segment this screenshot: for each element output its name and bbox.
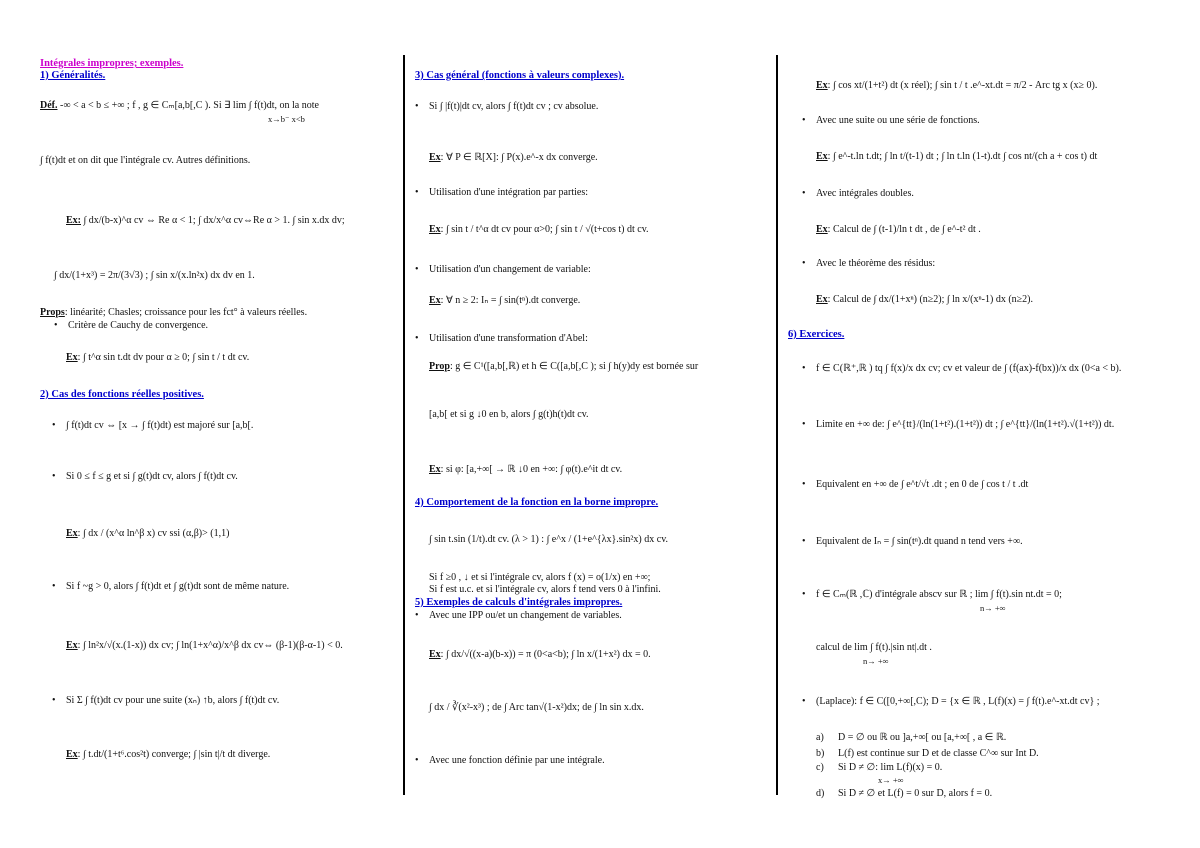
e7-text: (Laplace): f ∈ C([0,+∞[,C); D = {x ∈ ℝ , L(f)(x) = ∫ f(t).e^-xt.dt cv} ; — [816, 696, 1100, 707]
b2-text: Si 0 ≤ f ≤ g et si ∫ g(t)dt cv, alors ∫ f(t)dt cv. — [66, 471, 238, 482]
behavior-line-2: Si f ≥0 , ↓ et si l'intégrale cv, alors f (x) = o(1/x) en +∞; — [429, 572, 651, 583]
bullet: • — [415, 187, 419, 198]
c10-text: Avec une fonction définie par une intégrale. — [429, 755, 605, 766]
def-label: Déf. — [40, 100, 58, 111]
ex14-text: : Calcul de ∫ dx/(1+xⁿ) (n≥2); ∫ ln x/(xⁿ-1) dx (n≥2). — [827, 294, 1033, 305]
example-4 — [66, 640, 343, 652]
ex13-label: Ex — [816, 224, 828, 235]
example-8 — [429, 295, 580, 307]
calc-bullet-4 — [802, 188, 914, 200]
ex12-text: : ∫ e^-t.ln t.dt; ∫ ln t/(t-1) dt ; ∫ ln t.ln (1-t).dt ∫ cos nt/(ch a + cos t) dt — [827, 151, 1098, 162]
general-bullet-1 — [415, 101, 599, 113]
c1-text: Si ∫ |f(t)|dt cv, alors ∫ f(t)dt cv ; cv absolue. — [429, 101, 599, 112]
positive-bullet-2 — [52, 471, 238, 483]
ex6-label: Ex — [429, 152, 441, 163]
bullet: • — [52, 581, 56, 592]
props-text: : linéarité; Chasles; croissance pour les fct° à valeurs réelles. — [64, 307, 308, 318]
example-5 — [66, 749, 270, 761]
general-bullet-3 — [415, 264, 591, 276]
calc-bullet-3 — [802, 115, 980, 127]
prop-label: Prop — [429, 361, 450, 372]
ex8-text: : ∀ n ≥ 2: Iₙ = ∫ sin(tⁿ).dt converge. — [440, 295, 581, 306]
cauchy-text: Critère de Cauchy de convergence. — [68, 320, 209, 331]
exercise-5-limit-subscript: n→ +∞ — [980, 603, 1006, 613]
example-6 — [429, 152, 598, 164]
c4-text: Utilisation d'une transformation d'Abel: — [429, 333, 588, 344]
section-heading-4: 4) Comportement de la fonction en la borne impropre. — [415, 497, 659, 508]
column-3 — [788, 52, 1160, 802]
props-line — [40, 307, 307, 319]
bullet: • — [415, 755, 419, 766]
ld-text: Si D ≠ ∅ et L(f) = 0 sur D, alors f = 0. — [838, 788, 993, 799]
def-limit-subscript: x→b⁻ x<b — [268, 114, 305, 124]
example-1 — [66, 215, 345, 227]
document-title: Intégrales impropres; exemples. — [40, 58, 184, 69]
ex10-label: Ex — [429, 649, 441, 660]
e3-text: Equivalent en +∞ de ∫ e^t/√t .dt ; en 0 de ∫ cos t / t .dt — [816, 479, 1029, 490]
laplace-b — [816, 748, 1039, 760]
positive-bullet-4 — [52, 695, 280, 707]
exercise-5b-limit-subscript: n→ +∞ — [863, 656, 889, 666]
ex4-text: : ∫ ln²x/√(x.(1-x)) dx cv; ∫ ln(1+x^α)/x^β dx cv⇔ (β-1)(β-α-1) < 0. — [77, 640, 343, 651]
la-text: D = ∅ ou ℝ ou ]a,+∞[ ou [a,+∞[ , a ∈ ℝ. — [838, 732, 1007, 743]
bullet: • — [54, 320, 58, 331]
ex7-label: Ex — [429, 224, 441, 235]
section-heading-5: 5) Exemples de calculs d'intégrales impropres. — [415, 597, 623, 608]
laplace-d — [816, 788, 993, 800]
props-label: Props — [40, 307, 65, 318]
abel-prop-2: [a,b[ et si g ↓0 en b, alors ∫ g(t)h(t)dt cv. — [429, 409, 589, 420]
ld-label: d) — [816, 788, 825, 799]
example-1b: ∫ dx/(1+x³) = 2π/(3√3) ; ∫ sin x/(x.ln²x) dx dv en 1. — [54, 270, 255, 281]
bullet: • — [802, 419, 806, 430]
bullet: • — [802, 479, 806, 490]
example-13 — [816, 224, 981, 236]
column-divider-right — [776, 55, 778, 795]
ex3-label: Ex — [66, 528, 78, 539]
e4-text: Equivalent de Iₙ = ∫ sin(tⁿ).dt quand n tend vers +∞. — [816, 536, 1023, 547]
ex7-text: : ∫ sin t / t^α dt cv pour α>0; ∫ sin t / √(t+cos t) dt cv. — [440, 224, 649, 235]
lc-label: c) — [816, 762, 824, 773]
example-7 — [429, 224, 649, 236]
ex11-label: Ex — [816, 80, 828, 91]
ex13-text: : Calcul de ∫ (t-1)/ln t dt , de ∫ e^-t² dt . — [827, 224, 981, 235]
example-11 — [816, 80, 1097, 92]
column-divider-left — [403, 55, 405, 795]
exercise-5 — [802, 589, 1062, 601]
ex2-label: Ex — [66, 352, 78, 363]
d1-text: Avec une suite ou une série de fonctions. — [816, 115, 980, 126]
bullet: • — [802, 536, 806, 547]
example-3 — [66, 528, 229, 540]
ex2-text: : ∫ t^α sin t.dt dv pour α ≥ 0; ∫ sin t / t dt cv. — [77, 352, 250, 363]
bullet: • — [52, 695, 56, 706]
section-heading-3: 3) Cas général (fonctions à valeurs complexes). — [415, 70, 625, 81]
exercise-5b: calcul de lim ∫ f(t).|sin nt|.dt . — [816, 642, 932, 653]
b3-text: Si f ~g > 0, alors ∫ f(t)dt et ∫ g(t)dt sont de même nature. — [66, 581, 290, 592]
example-2 — [66, 352, 249, 364]
general-bullet-2 — [415, 187, 588, 199]
behavior-line-1: ∫ sin t.sin (1/t).dt cv. (λ > 1) : ∫ e^x / (1+e^{λx}.sin²x) dx cv. — [429, 534, 669, 545]
bullet: • — [802, 363, 806, 374]
exercise-3 — [802, 479, 1029, 491]
bullet: • — [415, 333, 419, 344]
def-text: -∞ < a < b ≤ +∞ ; f , g ∈ Cₘ[a,b[,C ). Si ∃ lim ∫ f(t)dt, on la note — [57, 100, 319, 111]
bullet: • — [802, 696, 806, 707]
calc-bullet-5 — [802, 258, 936, 270]
bullet: • — [802, 258, 806, 269]
calc-bullet-1 — [415, 610, 622, 622]
example-9 — [429, 464, 622, 476]
section-heading-2: 2) Cas des fonctions réelles positives. — [40, 389, 204, 400]
bullet: • — [802, 188, 806, 199]
bullet: • — [802, 115, 806, 126]
bullet: • — [52, 420, 56, 431]
d2-text: Avec intégrales doubles. — [816, 188, 914, 199]
laplace-a — [816, 732, 1007, 744]
exercise-4 — [802, 536, 1023, 548]
e1-text: f ∈ C(ℝ⁺,ℝ ) tq ∫ f(x)/x dx cv; cv et valeur de ∫ (f(ax)-f(bx))/x dx (0<a < b). — [816, 363, 1122, 374]
bullet: • — [415, 264, 419, 275]
behavior-line-3: Si f est u.c. et si l'intégrale cv, alors f tend vers 0 à l'infini. — [429, 584, 661, 595]
positive-bullet-3 — [52, 581, 290, 593]
ex4-label: Ex — [66, 640, 78, 651]
ex11-text: : ∫ cos xt/(1+t²) dt (x réel); ∫ sin t / t .e^-xt.dt = π/2 - Arc tg x (x≥ 0). — [827, 80, 1098, 91]
section-heading-1: 1) Généralités. — [40, 70, 106, 81]
example-10 — [429, 649, 651, 661]
ex12-label: Ex — [816, 151, 828, 162]
bullet: • — [802, 589, 806, 600]
la-label: a) — [816, 732, 824, 743]
laplace-c — [816, 762, 943, 774]
b1-text: ∫ f(t)dt cv ⇔ [x → ∫ f(t)dt) est majoré sur [a,b[. — [66, 420, 254, 431]
bullet: • — [415, 610, 419, 621]
example-14 — [816, 294, 1033, 306]
abel-prop — [429, 361, 698, 373]
column-2 — [415, 52, 770, 802]
ex10-text: : ∫ dx/√((x-a)(b-x)) = π (0<a<b); ∫ ln x/(1+x²) dx = 0. — [440, 649, 651, 660]
definition-line — [40, 100, 319, 112]
ex1-text: ∫ dx/(b-x)^α cv ⇔ Re α < 1; ∫ dx/x^α cv⇔Re α > 1. ∫ sin x.dx dv; — [81, 215, 345, 226]
lb-label: b) — [816, 748, 825, 759]
laplace-c-limit-subscript: x→ +∞ — [878, 775, 904, 785]
def-continuation: ∫ f(t)dt et on dit que l'intégrale cv. Autres définitions. — [40, 155, 251, 166]
ex3-text: : ∫ dx / (x^α ln^β x) cv ssi (α,β)> (1,1) — [77, 528, 230, 539]
bullet: • — [52, 471, 56, 482]
section-heading-6: 6) Exercices. — [788, 329, 845, 340]
calc-line-2: ∫ dx / ∛(x²-x³) ; de ∫ Arc tan√(1-x²)dx; de ∫ ln sin x.dx. — [429, 702, 644, 713]
exercise-1 — [802, 363, 1122, 375]
ex14-label: Ex — [816, 294, 828, 305]
c8-text: Avec une IPP ou/et un changement de variables. — [429, 610, 622, 621]
b4-text: Si Σ ∫ f(t)dt cv pour une suite (xₙ) ↑b, alors ∫ f(t)dt cv. — [66, 695, 280, 706]
exercise-2 — [802, 419, 1115, 431]
c3-text: Utilisation d'un changement de variable: — [429, 264, 591, 275]
ex9-text: : si φ: [a,+∞[ → ℝ ↓0 en +∞: ∫ φ(t).e^it dt cv. — [440, 464, 623, 475]
calc-bullet-2 — [415, 755, 605, 767]
positive-bullet-1 — [52, 420, 254, 432]
lb-text: L(f) est continue sur D et de classe C^∞ sur Int D. — [838, 748, 1039, 759]
column-1 — [40, 52, 395, 802]
ex8-label: Ex — [429, 295, 441, 306]
example-12 — [816, 151, 1097, 163]
e5-text: f ∈ Cₘ(ℝ ,ℂ) d'intégrale abscv sur ℝ ; lim ∫ f(t).sin nt.dt = 0; — [816, 589, 1062, 600]
lc-text: Si D ≠ ∅: lim L(f)(x) = 0. — [838, 762, 943, 773]
ex9-label: Ex — [429, 464, 441, 475]
ex6-text: : ∀ P ∈ ℝ[X]: ∫ P(x).e^-x dx converge. — [440, 152, 598, 163]
bullet: • — [415, 101, 419, 112]
exercise-6 — [802, 696, 1100, 708]
d3-text: Avec le théorème des résidus: — [816, 258, 936, 269]
cauchy-line — [54, 320, 209, 332]
ex5-label: Ex — [66, 749, 78, 760]
c2-text: Utilisation d'une intégration par parties: — [429, 187, 588, 198]
prop-text: : g ∈ C¹([a,b[,ℝ) et h ∈ C([a,b[,C ); si ∫ h(y)dy est bornée sur — [449, 361, 699, 372]
general-bullet-4 — [415, 333, 588, 345]
ex1-label: Ex: — [66, 215, 81, 226]
ex5-text: : ∫ t.dt/(1+t⁶.cos²t) converge; ∫ |sin t|/t dt diverge. — [77, 749, 271, 760]
e2-text: Limite en +∞ de: ∫ e^{tt}/(ln(1+t²).(1+t²)) dt ; ∫ e^{tt}/(ln(1+t²).√(1+t²)) dt. — [816, 419, 1115, 430]
